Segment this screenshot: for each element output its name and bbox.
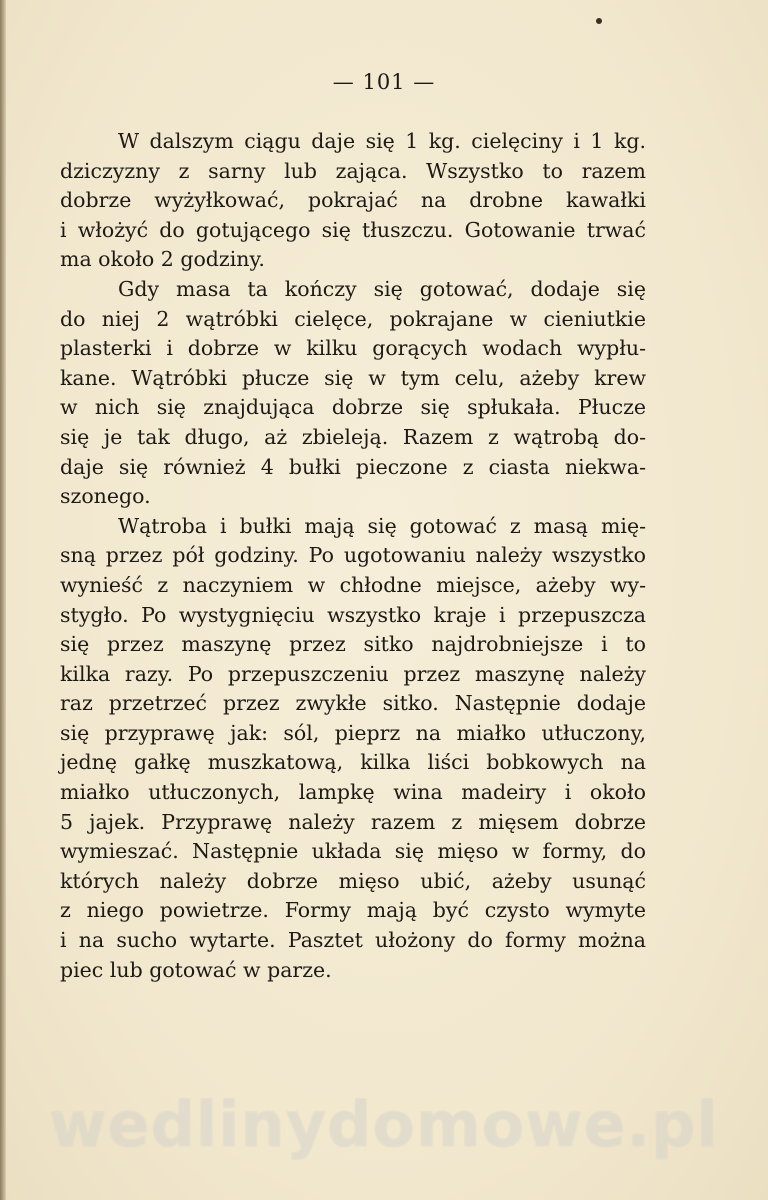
text-line: 5 jajek. Przyprawę należy razem z mięsem dobrze <box>60 809 646 834</box>
text-line: się przez maszynę przez sitko najdrobniejsze i to <box>60 632 646 657</box>
text-line: piec lub gotować w parze. <box>60 957 332 982</box>
text-line: raz przetrzeć przez zwykłe sitko. Następnie dodaje <box>60 691 646 716</box>
text-line: kane. Wątróbki płucze się w tym celu, ażeby krew <box>60 365 646 390</box>
text-line: Gdy masa ta kończy się gotować, dodaje się <box>118 276 646 301</box>
text-line: się je tak długo, aż zbieleją. Razem z wątrobą do- <box>60 424 646 449</box>
text-line: wymieszać. Następnie układa się mięso w formy, do <box>60 839 646 864</box>
text-line: Wątroba i bułki mają się gotować z masą mię- <box>118 513 646 538</box>
site-watermark: wedlinydomowe.pl <box>49 1088 719 1161</box>
text-line: do niej 2 wątróbki cielęce, pokrajane w cieniutkie <box>60 306 646 331</box>
text-line: plasterki i dobrze w kilku gorących wodach wypłu- <box>60 336 646 361</box>
page-number: — 101 — <box>332 70 436 94</box>
text-line: ma około 2 godziny. <box>60 247 265 272</box>
text-line: W dalszym ciągu daje się 1 kg. cielęciny i 1 kg. <box>118 129 646 153</box>
text-line: daje się również 4 bułki pieczone z ciasta niekwa- <box>60 454 646 479</box>
text-line: w nich się znajdująca dobrze się spłukała. Płucze <box>60 395 646 420</box>
text-line: których należy dobrze mięso ubić, ażeby usunąć <box>60 868 646 893</box>
text-line: jednę gałkę muszkatową, kilka liści bobkowych na <box>60 750 646 775</box>
text-line: kilka razy. Po przepuszczeniu przez maszynę należy <box>60 661 646 686</box>
page-edge <box>0 0 6 1200</box>
text-line: stygło. Po wystygnięciu wszystko kraje i przepuszcza <box>60 602 646 627</box>
text-line: i na sucho wytarte. Pasztet ułożony do formy można <box>60 928 646 953</box>
body-text <box>60 127 646 985</box>
text-line: z niego powietrze. Formy mają być czysto wymyte <box>60 898 646 923</box>
text-line: sną przez pół godziny. Po ugotowaniu należy wszystko <box>60 543 646 568</box>
text-line: i włożyć do gotującego się tłuszczu. Gotowanie trwać <box>60 217 646 242</box>
ink-speck <box>596 18 602 24</box>
text-line: dobrze wyżyłkować, pokrajać na drobne kawałki <box>60 188 646 213</box>
text-line: dziczyzny z sarny lub zająca. Wszystko to razem <box>60 158 646 183</box>
text-line: szonego. <box>60 484 151 509</box>
text-line: miałko utłuczonych, lampkę wina madeiry i około <box>60 780 646 805</box>
text-line: wynieść z naczyniem w chłodne miejsce, ażeby wy- <box>60 572 646 597</box>
text-line: się przyprawę jak: sól, pieprz na miałko utłuczony, <box>60 720 646 745</box>
